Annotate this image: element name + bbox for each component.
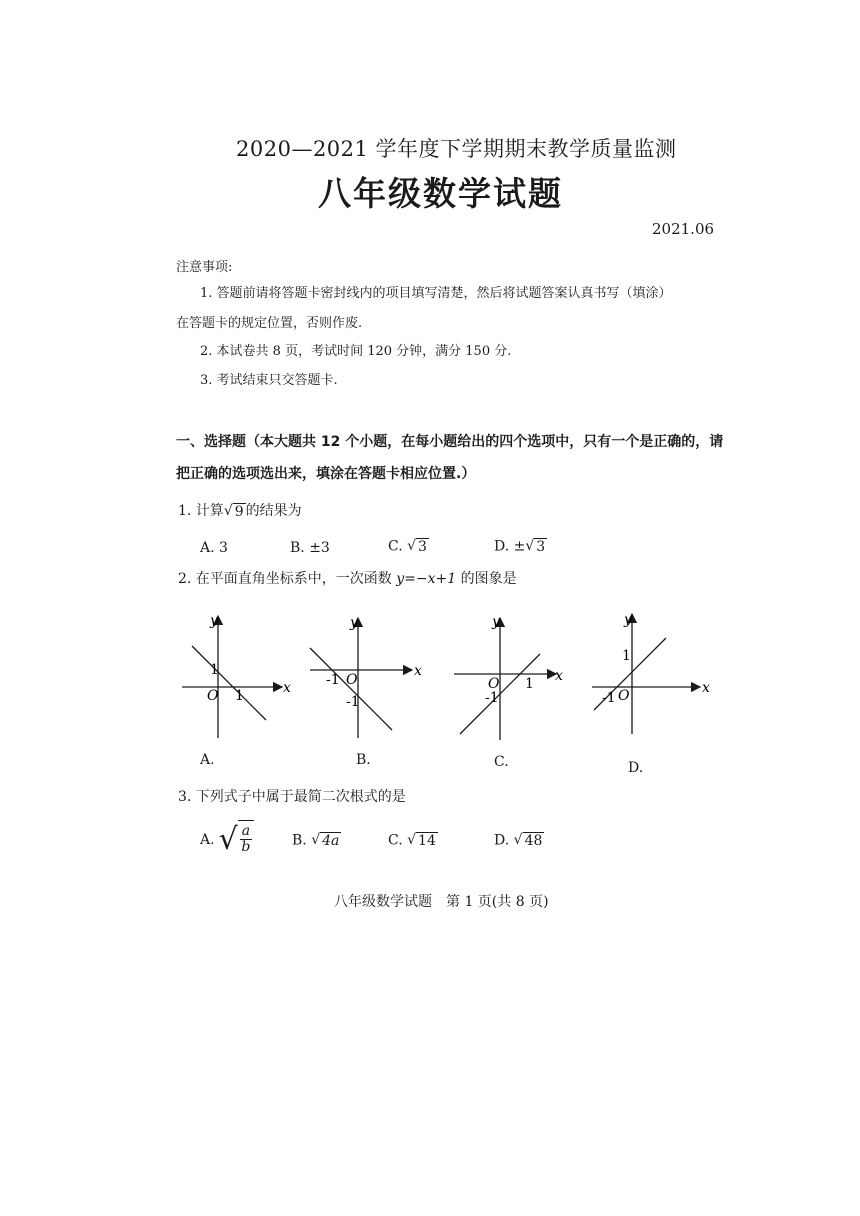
origin-label: O (346, 672, 358, 688)
x-axis-label: x (555, 668, 563, 684)
tick-label: -1 (602, 690, 616, 706)
graph-d (592, 614, 700, 734)
q2-option-a: A. (200, 752, 215, 768)
fraction: $\frac{a}{b}$ (241, 823, 251, 855)
q3-option-b: B. √ 4a (292, 832, 340, 849)
y-axis-label: y (624, 612, 632, 628)
function-line (310, 648, 392, 730)
q2-graphs (170, 608, 730, 748)
question-3: 3. 下列式子中属于最简二次根式的是 (178, 789, 406, 805)
section-instructions-1: 一、选择题（本大题共 12 个小题，在每小题给出的四个选项中，只有一个是正确的，请 (176, 434, 724, 450)
q2-option-d: D. (628, 760, 644, 776)
graph-c (454, 618, 556, 740)
tick-label: 1 (210, 662, 219, 678)
y-axis-label: y (492, 614, 500, 630)
q1-option-b: B. ±3 (290, 540, 330, 556)
page-footer: 八年级数学试题 第 1 页(共 8 页) (334, 894, 549, 910)
q1-option-d: D. ± √ 3 (494, 538, 546, 555)
sqrt-3: √ 3 (407, 538, 427, 555)
q2-option-c: C. (494, 754, 509, 770)
tick-label: -1 (326, 672, 340, 688)
q1-option-a: A. 3 (200, 540, 228, 556)
function-line (192, 646, 266, 720)
sqrt-48: √ 48 (513, 832, 543, 849)
origin-label: O (618, 688, 630, 704)
radical-icon: √ (513, 832, 523, 848)
q1-option-c: C. √ 3 (388, 538, 427, 555)
q3-option-a: A. √ $\frac{a}{b}$ (200, 820, 254, 860)
exam-date: 2021.06 (652, 220, 715, 238)
notice-item-1-cont: 在答题卡的规定位置，否则作废. (176, 316, 363, 331)
tick-label: -1 (485, 690, 499, 706)
question-1 (178, 500, 302, 520)
x-axis-label: x (414, 663, 422, 679)
sqrt-fraction (219, 820, 254, 860)
q1-prefix: 1. 计算 (178, 503, 224, 519)
notice-item-1: 1. 答题前请将答题卡密封线内的项目填写清楚，然后将试题答案认真书写（填涂） (200, 286, 672, 301)
function-expression: y=−x+1 (396, 571, 457, 587)
q3-option-d: D. √ 48 (494, 832, 543, 849)
tick-label: -1 (346, 694, 360, 710)
q2-option-b: B. (356, 752, 371, 768)
radical-icon: √ (223, 502, 233, 519)
sqrt-3: √ 3 (525, 538, 546, 555)
tick-label: 1 (622, 648, 631, 664)
sqrt-14: √ 14 (407, 832, 436, 849)
sqrt-4a: √ 4a (311, 832, 340, 849)
q1-suffix: 的结果为 (245, 503, 302, 519)
notice-item-2: 2. 本试卷共 8 页，考试时间 120 分钟，满分 150 分. (200, 344, 512, 359)
radical-icon: √ (218, 822, 238, 857)
radical-icon: √ (525, 538, 535, 554)
exam-title: 八年级数学试题 (318, 174, 563, 213)
sqrt-9: √ 9 (223, 502, 244, 520)
notice-item-3: 3. 考试结束只交答题卡. (200, 373, 338, 388)
radical-icon: √ (407, 538, 417, 554)
radical-icon: √ (407, 832, 417, 848)
question-2: 2. 在平面直角坐标系中，一次函数 y=−x+1 的图象是 (178, 571, 517, 587)
notice-heading: 注意事项: (176, 260, 233, 275)
x-axis-label: x (283, 680, 291, 696)
exam-subtitle: 2020—2021 学年度下学期期末教学质量监测 (236, 137, 677, 161)
tick-label: 1 (525, 676, 534, 692)
tick-label: 1 (235, 688, 244, 704)
q3-option-c: C. √ 14 (388, 832, 436, 849)
x-axis-label: x (702, 680, 710, 696)
origin-label: O (488, 676, 500, 692)
radical-icon: √ (311, 832, 321, 848)
y-axis-label: y (350, 615, 358, 631)
section-instructions-2: 把正确的选项选出来，填涂在答题卡相应位置.） (176, 466, 476, 482)
origin-label: O (207, 688, 219, 704)
graph-a (182, 616, 282, 738)
y-axis-label: y (210, 613, 218, 629)
